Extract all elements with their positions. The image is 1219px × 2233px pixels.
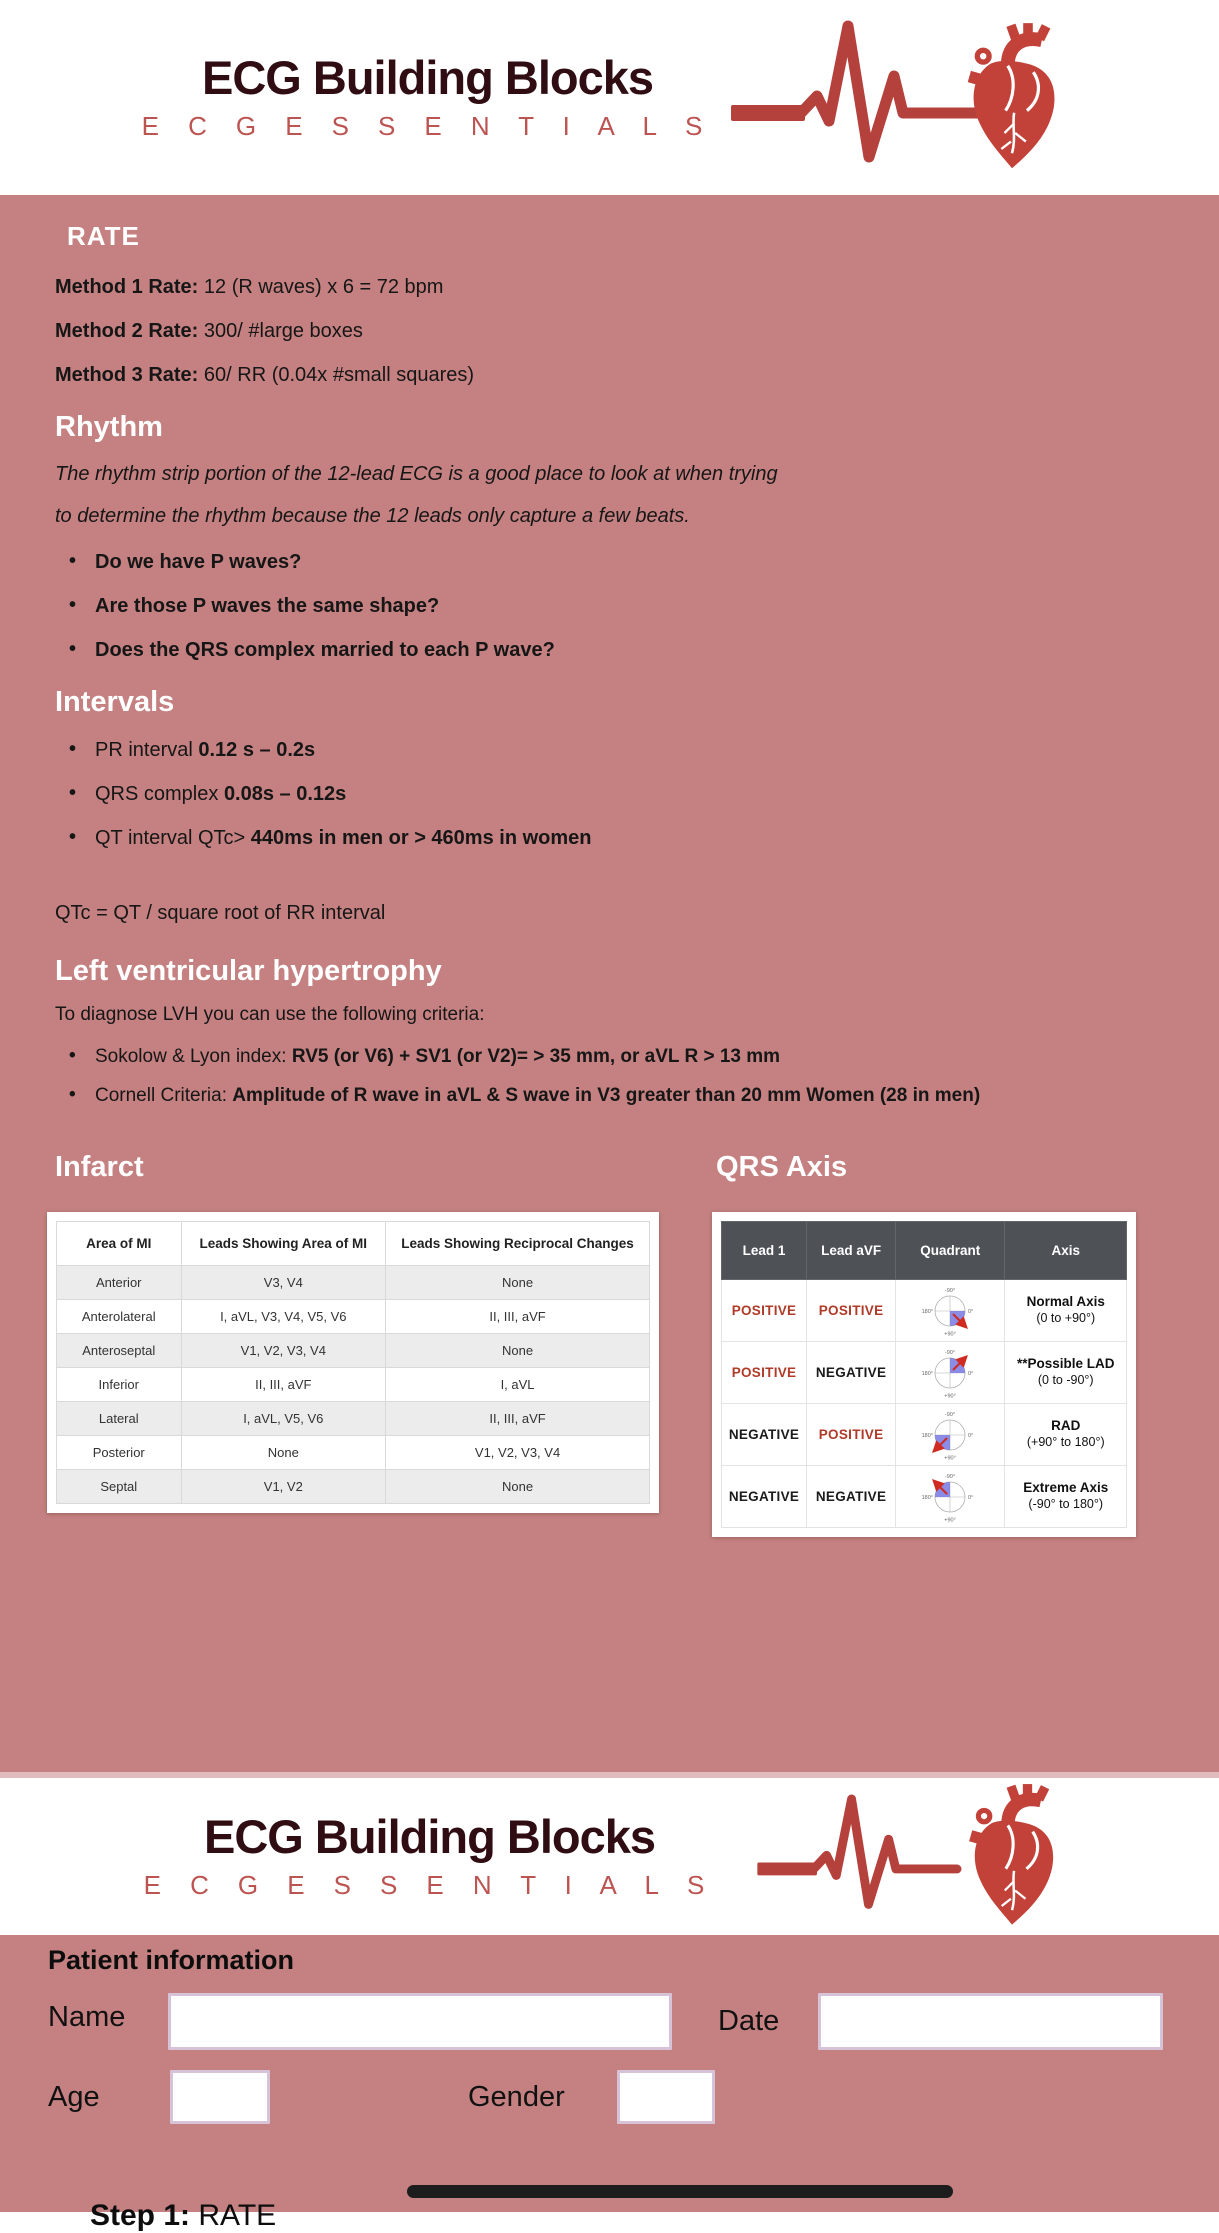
table-row — [57, 1368, 650, 1402]
brand-subtitle: E C G E S S E N T I A L S — [143, 1870, 716, 1901]
area-cell: Anterolateral — [57, 1300, 182, 1334]
lvh-intro: To diagnose LVH you can use the following criteria: — [55, 1004, 485, 1025]
intervals-heading: Intervals — [55, 686, 175, 718]
lvh-prefix: Sokolow & Lyon index: — [95, 1046, 292, 1067]
qtc-formula: QTc = QT / square root of RR interval — [55, 902, 386, 924]
heart-icon — [949, 1782, 1075, 1937]
quadrant-cell — [896, 1342, 1005, 1404]
rhythm-heading: Rhythm — [55, 411, 163, 443]
divider-bar — [407, 2185, 953, 2198]
reciprocal-cell: I, aVL — [386, 1368, 650, 1402]
rate-method-2 — [55, 320, 1177, 343]
qrs-axis-table — [721, 1221, 1127, 1528]
axis-name: RAD — [1051, 1418, 1081, 1434]
qrs-header-row — [722, 1222, 1127, 1280]
avf-cell: POSITIVE — [807, 1404, 896, 1466]
area-cell: Inferior — [57, 1368, 182, 1402]
avf-cell: NEGATIVE — [807, 1342, 896, 1404]
rate-method-3-label: Method 3 Rate: — [55, 364, 199, 386]
axis-cell — [1005, 1280, 1127, 1342]
svg-text:180°: 180° — [921, 1370, 934, 1377]
rate-method-3-value: 60/ RR (0.04x #small squares) — [198, 364, 475, 386]
interval-value: 0.08s – 0.12s — [223, 783, 347, 805]
area-cell: Septal — [57, 1470, 182, 1504]
rhythm-intro-line-1: The rhythm strip portion of the 12-lead ECG is a good place to look at when trying — [55, 463, 778, 485]
reciprocal-cell: V1, V2, V3, V4 — [386, 1436, 650, 1470]
qrs-col-header: Axis — [1005, 1222, 1127, 1280]
svg-text:-90°: -90° — [945, 1287, 956, 1294]
age-label: Age — [48, 2081, 100, 2113]
qrs-col-header: Lead 1 — [722, 1222, 807, 1280]
infarct-heading: Infarct — [55, 1151, 144, 1183]
reciprocal-cell: None — [386, 1334, 650, 1368]
patient-info-heading: Patient information — [48, 1945, 295, 1975]
interval-item — [69, 739, 1177, 762]
quadrant-dial-upper-left-icon — [904, 1469, 996, 1525]
interval-item — [69, 783, 1177, 806]
svg-text:+90°: +90° — [944, 1393, 957, 1399]
brand-subtitle: E C G E S S E N T I A L S — [141, 111, 714, 142]
interval-prefix: QT interval QTc> — [95, 827, 251, 849]
step-1-value: RATE — [190, 2199, 277, 2232]
axis-range: (0 to +90°) — [1036, 1311, 1096, 1326]
interval-value: 0.12 s – 0.2s — [198, 739, 316, 761]
patient-info-section — [0, 1935, 1219, 2232]
axis-name: Extreme Axis — [1023, 1480, 1109, 1496]
rate-method-2-value: 300/ #large boxes — [198, 320, 363, 342]
interval-prefix: QRS complex — [95, 783, 224, 805]
svg-text:0°: 0° — [968, 1370, 974, 1377]
lvh-criteria: RV5 (or V6) + SV1 (or V2)= > 35 mm, or aVL R > 13 mm — [291, 1046, 781, 1067]
brand-logo — [141, 50, 714, 142]
lvh-item — [69, 1085, 1177, 1107]
reciprocal-cell: II, III, aVF — [386, 1402, 650, 1436]
svg-text:180°: 180° — [921, 1308, 934, 1315]
infarct-table-card — [47, 1212, 659, 1513]
leads-cell: None — [181, 1436, 386, 1470]
area-cell: Anterior — [57, 1266, 182, 1300]
rate-method-1-value: 12 (R waves) x 6 = 72 bpm — [198, 276, 444, 298]
lvh-criteria: Amplitude of R wave in aVL & S wave in V3 greater than 20 mm Women (28 in men) — [232, 1085, 981, 1106]
avf-cell: POSITIVE — [807, 1280, 896, 1342]
leads-cell: V3, V4 — [181, 1266, 386, 1300]
leads-cell: V1, V2, V3, V4 — [181, 1334, 386, 1368]
lead1-cell: NEGATIVE — [722, 1404, 807, 1466]
area-cell: Lateral — [57, 1402, 182, 1436]
notes-section — [0, 195, 1219, 1772]
lvh-item — [69, 1046, 1177, 1068]
axis-name: Normal Axis — [1026, 1294, 1105, 1310]
quadrant-cell — [896, 1404, 1005, 1466]
lead1-cell: POSITIVE — [722, 1342, 807, 1404]
svg-text:+90°: +90° — [944, 1331, 957, 1337]
table-row — [57, 1300, 650, 1334]
svg-text:180°: 180° — [921, 1494, 934, 1501]
gender-label: Gender — [468, 2081, 565, 2113]
table-row — [722, 1342, 1127, 1404]
heartbeat-line-icon — [731, 0, 981, 195]
table-row — [57, 1470, 650, 1504]
rate-method-1 — [55, 276, 1177, 299]
intervals-bullet-list — [55, 739, 1177, 850]
reciprocal-cell: II, III, aVF — [386, 1300, 650, 1334]
heart-icon — [947, 21, 1077, 181]
lead1-cell: NEGATIVE — [722, 1466, 807, 1528]
step-1-label: Step 1: — [90, 2199, 191, 2232]
axis-cell — [1005, 1342, 1127, 1404]
reciprocal-cell: None — [386, 1470, 650, 1504]
svg-text:+90°: +90° — [944, 1455, 957, 1461]
brand-title: ECG Building Blocks — [201, 50, 654, 104]
axis-range: (-90° to 180°) — [1028, 1497, 1104, 1512]
table-row — [722, 1280, 1127, 1342]
leads-cell: I, aVL, V3, V4, V5, V6 — [181, 1300, 386, 1334]
lvh-heading: Left ventricular hypertrophy — [55, 955, 442, 987]
leads-cell: II, III, aVF — [181, 1368, 386, 1402]
qrs-axis-heading: QRS Axis — [716, 1151, 848, 1183]
axis-name: **Possible LAD — [1016, 1356, 1115, 1372]
rate-method-2-label: Method 2 Rate: — [55, 320, 199, 342]
infarct-col-header: Area of MI — [57, 1222, 182, 1266]
qrs-axis-block — [712, 1151, 1136, 1537]
heartbeat-line-icon — [733, 1778, 983, 1935]
rhythm-bullet: • Does the QRS complex married to each P wave? — [69, 639, 1177, 662]
name-input[interactable] — [168, 1993, 672, 2050]
rhythm-bullet-list — [55, 551, 1177, 662]
qrs-col-header: Lead aVF — [807, 1222, 896, 1280]
axis-range: (0 to -90°) — [1037, 1373, 1094, 1388]
interval-prefix: PR interval — [95, 739, 199, 761]
table-row — [57, 1334, 650, 1368]
svg-text:180°: 180° — [921, 1432, 934, 1439]
qrs-col-header: Quadrant — [896, 1222, 1005, 1280]
name-label: Name — [48, 2001, 126, 2033]
svg-text:0°: 0° — [968, 1308, 974, 1315]
age-input[interactable] — [170, 2070, 270, 2124]
svg-text:0°: 0° — [968, 1494, 974, 1501]
table-row — [722, 1466, 1127, 1528]
date-input[interactable] — [818, 1993, 1163, 2050]
rate-heading: RATE — [67, 221, 140, 251]
step-1-heading — [90, 2199, 276, 2233]
tables-row — [47, 1151, 1177, 1537]
infarct-table — [56, 1221, 650, 1504]
qrs-table-card — [712, 1212, 1136, 1537]
infarct-col-header: Leads Showing Reciprocal Changes — [386, 1222, 650, 1266]
axis-cell — [1005, 1404, 1127, 1466]
rhythm-bullet: • Are those P waves the same shape? — [69, 595, 1177, 618]
rate-method-3 — [55, 364, 1177, 387]
infarct-block — [47, 1151, 659, 1537]
interval-item — [69, 827, 1177, 850]
rhythm-intro-line-2: to determine the rhythm because the 12 leads only capture a few beats. — [55, 505, 690, 527]
quadrant-cell — [896, 1280, 1005, 1342]
svg-text:-90°: -90° — [945, 1411, 956, 1418]
lvh-bullet-list — [55, 1046, 1177, 1107]
interval-value: 440ms in men or > 460ms in women — [250, 827, 592, 849]
gender-input[interactable] — [617, 2070, 715, 2124]
quadrant-cell — [896, 1466, 1005, 1528]
table-row — [57, 1266, 650, 1300]
axis-cell — [1005, 1466, 1127, 1528]
svg-text:-90°: -90° — [945, 1473, 956, 1480]
lvh-prefix: Cornell Criteria: — [95, 1085, 233, 1106]
leads-cell: I, aVL, V5, V6 — [181, 1402, 386, 1436]
table-row — [57, 1402, 650, 1436]
svg-text:-90°: -90° — [945, 1349, 956, 1356]
leads-cell: V1, V2 — [181, 1470, 386, 1504]
infarct-col-header: Leads Showing Area of MI — [181, 1222, 386, 1266]
infarct-header-row — [57, 1222, 650, 1266]
rate-method-1-label: Method 1 Rate: — [55, 276, 199, 298]
svg-text:+90°: +90° — [944, 1517, 957, 1523]
avf-cell: NEGATIVE — [807, 1466, 896, 1528]
table-row — [722, 1404, 1127, 1466]
area-cell: Posterior — [57, 1436, 182, 1470]
area-cell: Anteroseptal — [57, 1334, 182, 1368]
table-row — [57, 1436, 650, 1470]
quadrant-dial-lower-right-icon — [904, 1283, 996, 1339]
reciprocal-cell: None — [386, 1266, 650, 1300]
brand-title: ECG Building Blocks — [203, 1809, 656, 1863]
rhythm-bullet: • Do we have P waves? — [69, 551, 1177, 574]
brand-header-bottom — [0, 1778, 1219, 1935]
brand-header-top — [0, 0, 1219, 195]
quadrant-dial-lower-left-icon — [904, 1407, 996, 1463]
lead1-cell: POSITIVE — [722, 1280, 807, 1342]
quadrant-dial-upper-right-icon — [904, 1345, 996, 1401]
date-label: Date — [718, 2005, 780, 2037]
axis-range: (+90° to 180°) — [1026, 1435, 1105, 1450]
svg-text:0°: 0° — [968, 1432, 974, 1439]
brand-logo — [143, 1809, 716, 1901]
